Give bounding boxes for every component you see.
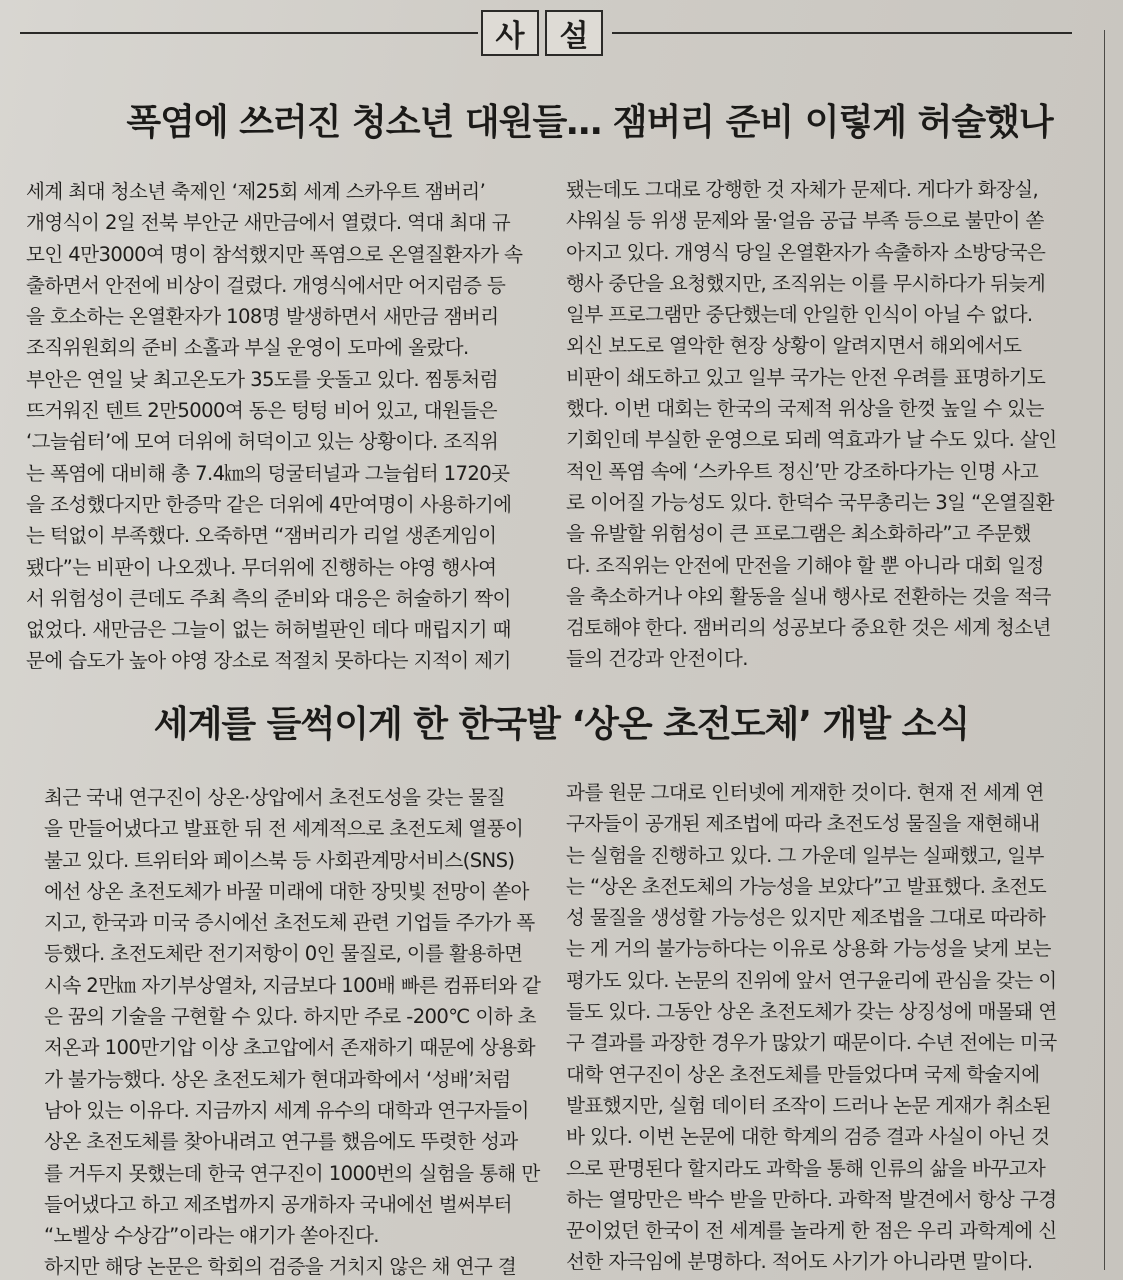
text-line: 을 호소하는 온열환자가 108명 발생하면서 새만금 잼버리: [26, 305, 499, 329]
text-line: 아지고 있다. 개영식 당일 온열환자가 속출하자 소방당국은: [566, 240, 1046, 264]
text-line: 했다. 이번 대회는 한국의 국제적 위상을 한껏 높일 수 있는: [566, 397, 1044, 421]
text-line: 외신 보도로 열악한 현장 상황이 알려지면서 해외에서도: [566, 334, 1022, 358]
section-label-char-2: 설: [545, 10, 603, 56]
text-line: 문에 습도가 높아 야영 장소로 적절치 못하다는 지적이 제기: [26, 649, 511, 673]
text-line: 는 턱없이 부족했다. 오죽하면 “잼버리가 리얼 생존게임이: [26, 524, 497, 548]
section-header: [0, 4, 1123, 56]
text-line: 평가도 있다. 논문의 진위에 앞서 연구윤리에 관심을 갖는 이: [566, 968, 1057, 992]
text-line: 을 조성했다지만 한증막 같은 더위에 4만여명이 사용하기에: [26, 492, 512, 516]
text-line: 적인 폭염 속에 ‘스카우트 정신’만 강조하다가는 인명 사고: [566, 459, 1039, 483]
text-line: 은 꿈의 기술을 구현할 수 있다. 하지만 주로 -200℃ 이하 초: [44, 1005, 536, 1029]
text-line: 됐다”는 비판이 나오겠나. 무더위에 진행하는 야영 행사여: [26, 555, 497, 579]
text-line: 세계 최대 청소년 축제인 ‘제25회 세계 스카우트 잼버리’: [26, 180, 486, 203]
text-line: 는 폭염에 대비해 총 7.4㎞의 덩굴터널과 그늘쉼터 1720곳: [26, 461, 510, 485]
text-line: 최근 국내 연구진이 상온·상압에서 초전도성을 갖는 물질: [44, 786, 505, 809]
text-line: 하는 열망만은 박수 받을 만하다. 과학적 발견에서 항상 구경: [566, 1187, 1057, 1211]
text-line: 하지만 해당 논문은 학회의 검증을 거치지 않은 채 연구 결: [44, 1255, 517, 1279]
text-line: 는 실험을 진행하고 있다. 그 가운데 일부는 실패했고, 일부: [566, 843, 1044, 867]
text-line: 부안은 연일 낮 최고온도가 35도를 웃돌고 있다. 찜통처럼: [26, 367, 498, 391]
text-line: 선한 자극임에 분명하다. 적어도 사기가 아니라면 말이다.: [566, 1250, 1033, 1274]
editorial-2-column-left: [44, 782, 564, 1280]
text-line: 개영식이 2일 전북 부안군 새만금에서 열렸다. 역대 최대 규: [26, 211, 511, 235]
text-line: 을 축소하거나 야외 활동을 실내 행사로 전환하는 것을 적극: [566, 584, 1051, 608]
editorial-2-title: 세계를 들썩이게 한 한국발 ‘상온 초전도체’ 개발 소식: [153, 704, 970, 745]
text-line: 는 “상온 초전도체의 가능성을 보았다”고 발표했다. 초전도: [566, 874, 1047, 898]
text-line: 조직위원회의 준비 소홀과 부실 운영이 도마에 올랐다.: [26, 336, 469, 360]
text-line: 행사 중단을 요청했지만, 조직위는 이를 무시하다가 뒤늦게: [566, 271, 1046, 295]
header-rule-right: [612, 32, 1072, 34]
text-line: 가 불가능했다. 상온 초전도체가 현대과학에서 ‘성배’처럼: [44, 1067, 511, 1091]
text-line: 출하면서 안전에 비상이 걸렸다. 개영식에서만 어지럼증 등: [26, 273, 506, 297]
text-line: 됐는데도 그대로 강행한 것 자체가 문제다. 게다가 화장실,: [566, 178, 1039, 201]
text-line: 들도 있다. 그동안 상온 초전도체가 갖는 상징성에 매몰돼 연: [566, 1000, 1057, 1024]
text-line: 일부 프로그램만 중단했는데 안일한 인식이 아닐 수 없다.: [566, 303, 1033, 327]
text-line: 저온과 100만기압 이상 초고압에서 존재하기 때문에 상용화: [44, 1036, 535, 1060]
section-label-char-1: 사: [481, 10, 539, 56]
text-line: 을 유발할 위험성이 큰 프로그램은 최소화하라”고 주문했: [566, 522, 1031, 546]
text-line: 대학 연구진이 상온 초전도체를 만들었다며 국제 학술지에: [566, 1062, 1040, 1086]
text-line: 으로 판명된다 할지라도 과학을 통해 인류의 삶을 바꾸고자: [566, 1156, 1046, 1180]
text-line: 과를 원문 그대로 인터넷에 게재한 것이다. 현재 전 세계 연: [566, 781, 1044, 804]
text-line: 에선 상온 초전도체가 바꿀 미래에 대한 장밋빛 전망이 쏟아: [44, 879, 529, 903]
text-line: 들의 건강과 안전이다.: [566, 647, 748, 671]
text-line: 을 만들어냈다고 발표한 뒤 전 세계적으로 초전도체 열풍이: [44, 817, 524, 841]
text-line: 발표했지만, 실험 데이터 조작이 드러나 논문 게재가 취소된: [566, 1093, 1051, 1117]
text-line: 들어냈다고 하고 제조법까지 공개하자 국내에선 벌써부터: [44, 1192, 513, 1216]
text-line: 바 있다. 이번 논문에 대한 학계의 검증 결과 사실이 아닌 것: [566, 1125, 1050, 1149]
text-line: ‘그늘쉼터’에 모여 더위에 허덕이고 있는 상황이다. 조직위: [26, 430, 499, 454]
text-line: 지고, 한국과 미국 증시에선 초전도체 관련 기업들 주가가 폭: [44, 911, 535, 935]
text-line: 구 결과를 과장한 경우가 많았기 때문이다. 수년 전에는 미국: [566, 1031, 1057, 1055]
text-line: 모인 4만3000여 명이 참석했지만 폭염으로 온열질환자가 속: [26, 242, 523, 266]
text-line: 남아 있는 이유다. 지금까지 세계 유수의 대학과 연구자들이: [44, 1098, 529, 1122]
text-line: 상온 초전도체를 찾아내려고 연구를 했음에도 뚜렷한 성과: [44, 1130, 518, 1154]
text-line: 샤워실 등 위생 문제와 물·얼음 공급 부족 등으로 불만이 쏟: [566, 209, 1044, 233]
text-line: 는 게 거의 불가능하다는 이유로 상용화 가능성을 낮게 보는: [566, 937, 1051, 961]
text-line: 뜨거워진 텐트 2만5000여 동은 텅텅 비어 있고, 대원들은: [26, 399, 497, 423]
text-line: 검토해야 한다. 잼버리의 성공보다 중요한 것은 세계 청소년: [566, 616, 1051, 640]
text-line: 기회인데 부실한 운영으로 되레 역효과가 날 수도 있다. 살인: [566, 428, 1057, 452]
text-line: 없었다. 새만금은 그늘이 없는 허허벌판인 데다 매립지기 때: [26, 618, 511, 642]
text-line: 다. 조직위는 안전에 만전을 기해야 할 뿐 아니라 대회 일정: [566, 553, 1044, 577]
header-rule-left: [20, 32, 478, 34]
editorial-2-column-right: [566, 777, 1111, 1278]
text-line: 서 위험성이 큰데도 주최 측의 준비와 대응은 허술하기 짝이: [26, 586, 511, 610]
text-line: 로 이어질 가능성도 있다. 한덕수 국무총리는 3일 “온열질환: [566, 490, 1054, 514]
text-line: 꾼이었던 한국이 전 세계를 놀라게 한 점은 우리 과학계에 신: [566, 1219, 1057, 1243]
text-line: 불고 있다. 트위터와 페이스북 등 사회관계망서비스(SNS): [44, 848, 515, 872]
text-line: 를 거두지 못했는데 한국 연구진이 1000번의 실험을 통해 만: [44, 1161, 540, 1185]
editorial-1-title: 폭염에 쓰러진 청소년 대원들… 잼버리 준비 이렇게 허술했나: [126, 102, 1053, 143]
text-line: 비판이 쇄도하고 있고 일부 국가는 안전 우려를 표명하기도: [566, 365, 1046, 389]
text-line: 시속 2만㎞ 자기부상열차, 지금보다 100배 빠른 컴퓨터와 같: [44, 973, 541, 997]
text-line: 등했다. 초전도체란 전기저항이 0인 물질로, 이를 활용하면: [44, 942, 523, 966]
text-line: 성 물질을 생성할 가능성은 있지만 제조법을 그대로 따라하: [566, 906, 1046, 930]
text-line: “노벨상 수상감”이라는 얘기가 쏟아진다.: [44, 1224, 379, 1248]
editorial-1-column-right: [566, 174, 1106, 675]
editorial-1-column-left: [26, 176, 561, 677]
text-line: 구자들이 공개된 제조법에 따라 초전도성 물질을 재현해내: [566, 812, 1040, 836]
section-label: [481, 10, 603, 56]
